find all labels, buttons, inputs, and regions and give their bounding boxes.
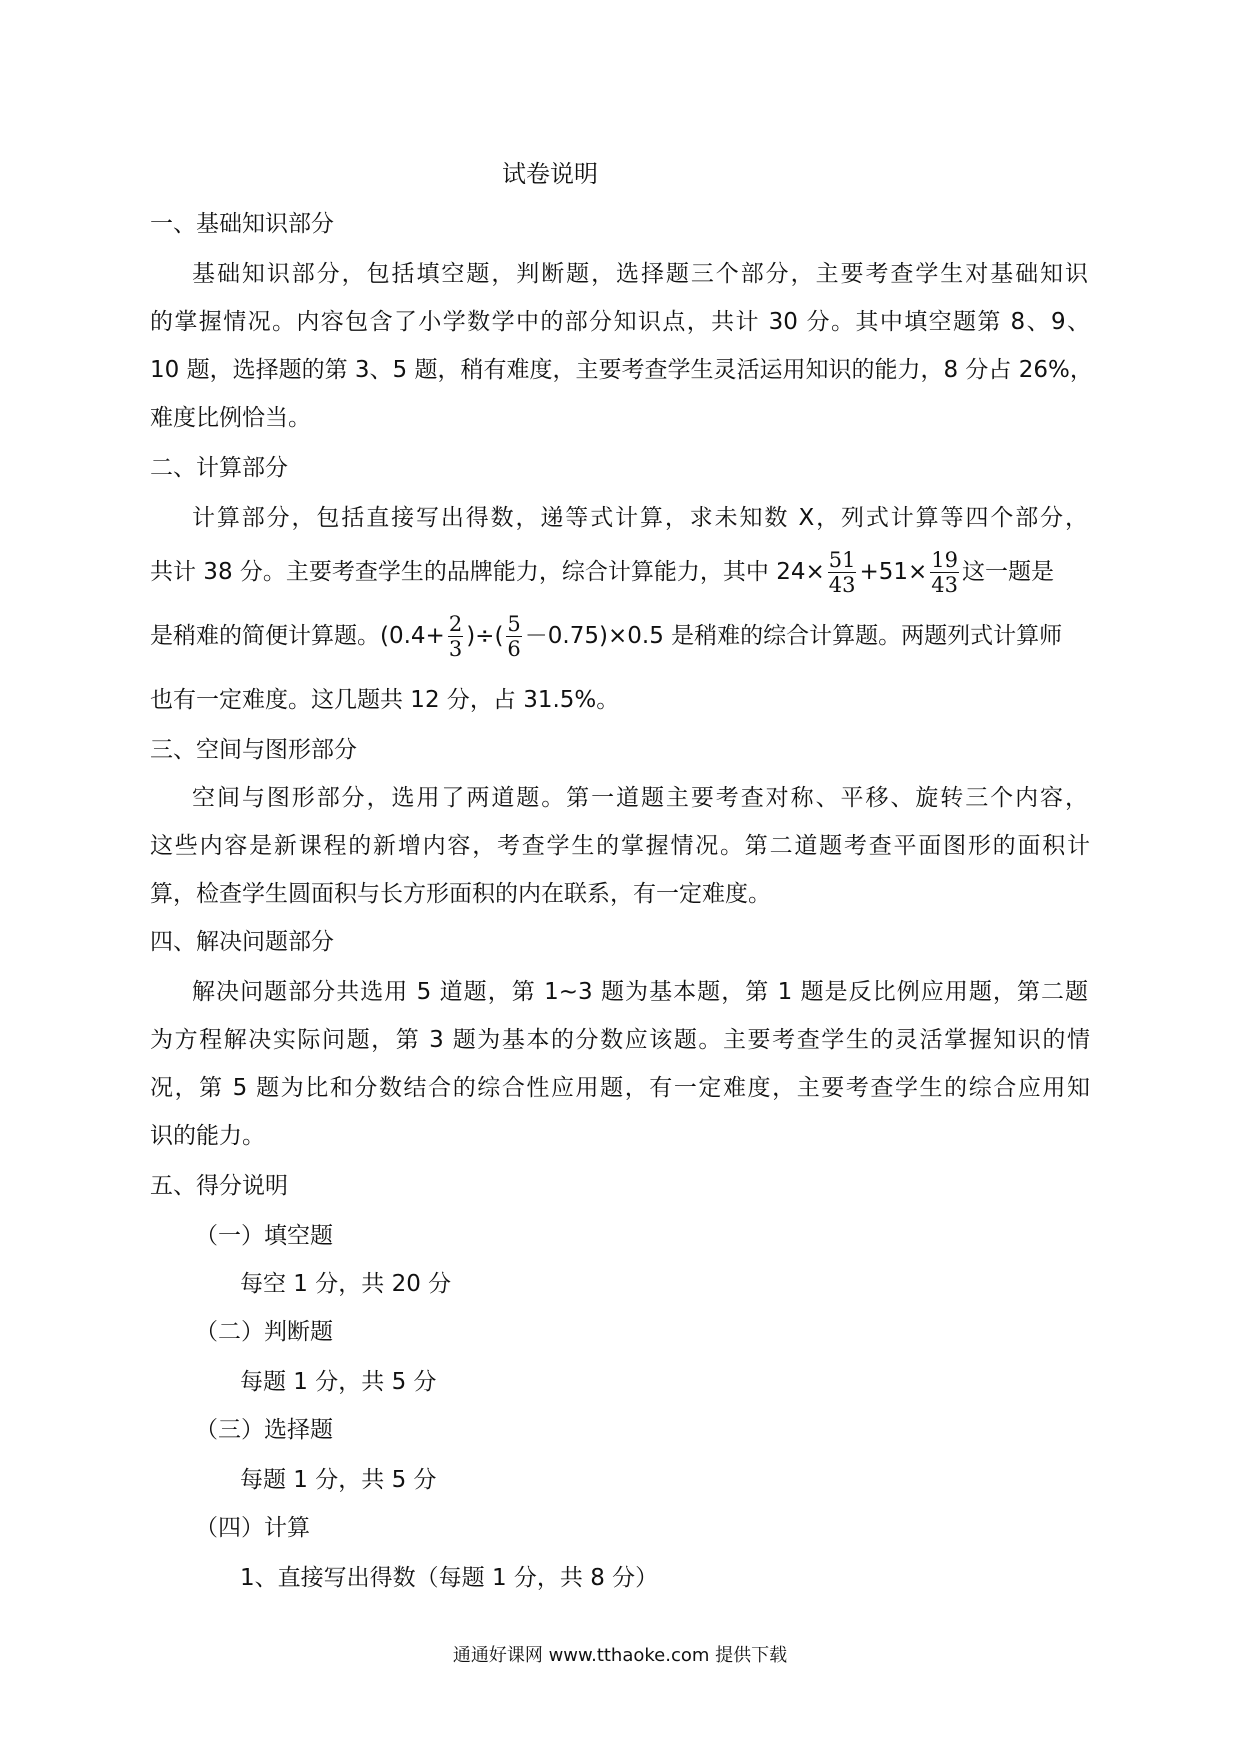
score-item-3-text: 每题 1 分，共 5 分 xyxy=(240,1467,437,1493)
section-2-line-4: 也有一定难度。这几题共 12 分，占 31.5%。 xyxy=(150,687,620,713)
section-2-line-3-text-b: )÷( xyxy=(466,623,504,649)
score-item-3-heading: （三）选择题 xyxy=(195,1417,333,1443)
section-2-line-2-text-a: 共计 38 分。主要考查学生的品牌能力，综合计算能力，其中 24× xyxy=(150,559,825,585)
page-title: 试卷说明 xyxy=(502,160,598,188)
section-2-line-3 xyxy=(150,612,1090,661)
fraction-denominator: 6 xyxy=(507,637,521,661)
section-1-line-4: 难度比例恰当。 xyxy=(150,405,311,431)
fraction-5-6 xyxy=(506,612,521,661)
section-4-line-3: 况，第 5 题为比和分数结合的综合性应用题，有一定难度，主要考查学生的综合应用知 xyxy=(150,1075,1090,1101)
section-3-heading: 三、空间与图形部分 xyxy=(150,737,357,763)
section-2-line-2-text-b: +51× xyxy=(859,559,928,585)
section-2-line-1: 计算部分，包括直接写出得数，递等式计算，求未知数 X，列式计算等四个部分， xyxy=(192,505,1088,531)
fraction-denominator: 3 xyxy=(448,637,463,661)
section-2-heading: 二、计算部分 xyxy=(150,455,288,481)
fraction-numerator: 19 xyxy=(931,548,959,572)
fraction-19-43 xyxy=(930,548,959,597)
footer-credit: 通通好课网 www.tthaoke.com 提供下载 xyxy=(452,1645,788,1666)
section-3-line-3: 算，检查学生圆面积与长方形面积的内在联系，有一定难度。 xyxy=(150,881,771,907)
section-5-heading: 五、得分说明 xyxy=(150,1173,288,1199)
section-4-line-1: 解决问题部分共选用 5 道题，第 1~3 题为基本题，第 1 题是反比例应用题，第二题 xyxy=(192,979,1088,1005)
fraction-numerator: 51 xyxy=(828,548,856,572)
score-item-1-heading: （一）填空题 xyxy=(195,1223,333,1249)
score-item-1-text: 每空 1 分，共 20 分 xyxy=(240,1271,452,1297)
section-4-heading: 四、解决问题部分 xyxy=(150,929,334,955)
section-2-line-3-text-c: －0.75)×0.5 是稍难的综合计算题。两题列式计算师 xyxy=(524,623,1063,649)
section-3-line-2: 这些内容是新课程的新增内容，考查学生的掌握情况。第二道题考查平面图形的面积计 xyxy=(150,833,1090,859)
section-2-line-3-text-a: 是稍难的简便计算题。(0.4+ xyxy=(150,623,445,649)
score-item-2-heading: （二）判断题 xyxy=(195,1319,333,1345)
fraction-51-43 xyxy=(828,548,857,597)
section-2-line-2 xyxy=(150,548,1090,597)
section-1-line-2: 的掌握情况。内容包含了小学数学中的部分知识点，共计 30 分。其中填空题第 8、9、 xyxy=(150,309,1090,335)
fraction-numerator: 2 xyxy=(448,612,463,636)
score-item-4-heading: （四）计算 xyxy=(195,1515,310,1541)
score-item-2-text: 每题 1 分，共 5 分 xyxy=(240,1369,437,1395)
score-item-4-subitem-1: 1、直接写出得数（每题 1 分，共 8 分） xyxy=(240,1565,659,1591)
section-3-line-1: 空间与图形部分，选用了两道题。第一道题主要考查对称、平移、旋转三个内容， xyxy=(192,785,1088,811)
fraction-denominator: 43 xyxy=(931,573,959,597)
section-1-heading: 一、基础知识部分 xyxy=(150,211,334,237)
fraction-denominator: 43 xyxy=(828,573,856,597)
fraction-numerator: 5 xyxy=(507,612,521,636)
section-1-line-1: 基础知识部分，包括填空题，判断题，选择题三个部分，主要考查学生对基础知识 xyxy=(192,261,1088,287)
section-2-line-2-text-c: 这一题是 xyxy=(962,559,1055,585)
section-1-line-3: 10 题，选择题的第 3、5 题，稍有难度，主要考查学生灵活运用知识的能力，8 分占 26%， xyxy=(150,357,1093,383)
section-4-line-2: 为方程解决实际问题，第 3 题为基本的分数应该题。主要考查学生的灵活掌握知识的情 xyxy=(150,1027,1090,1053)
fraction-2-3 xyxy=(448,612,463,661)
section-4-line-4: 识的能力。 xyxy=(150,1123,265,1149)
